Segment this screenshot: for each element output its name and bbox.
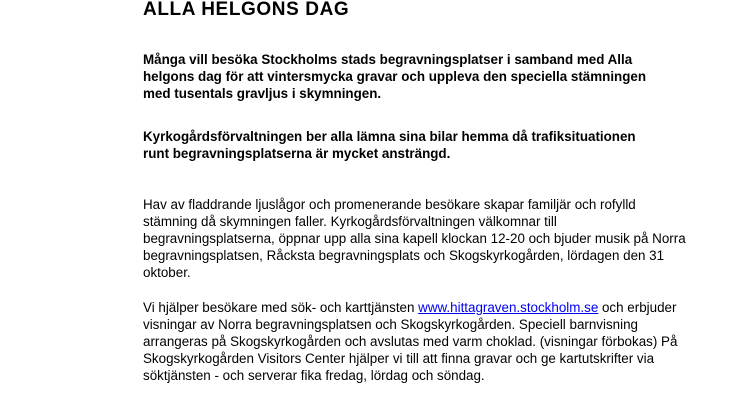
page-title: ALLA HELGONS DAG — [143, 0, 350, 20]
paragraph-2-text-start: Vi hjälper besökare med sök- och karttjänsten — [143, 300, 419, 315]
lead-paragraph-1: Många vill besöka Stockholms stads begravningsplatser i samband med Alla helgons dag för att vintersmycka gravar och uppleva den speciella stämningen med tusentals gravljus i skymningen. — [143, 52, 647, 101]
body-paragraph-1: Hav av fladdrande ljuslågor och promenerande besökare skapar familjär och rofylld stämning då skymningen faller. Kyrkogårdsförvaltningen välkomnar till begravningsplatserna, öppnar upp alla sina kapell klockan 12-20 och bjuder musik på Norra begravningsplatsen, Råcksta begravningsplats och Skogskyrkogården, lördagen den 31 oktober. — [143, 197, 686, 280]
lead-paragraph-2: Kyrkogårdsförvaltningen ber alla lämna sina bilar hemma då trafiksituationen runt begravningsplatserna är mycket ansträngd. — [143, 129, 636, 161]
paragraph-2-text-end: och erbjuder visningar av Norra begravningsplatsen och Skogskyrkogården. Speciell barnvisning arrangeras på Skogskyrkogården och avslutas med varm choklad. (visningar förbokas) På Skogskyrkogården Visitors Center hjälper vi till att finna gravar och ge kartutskrifter via söktjänsten - och serverar fika fredag, lördag och söndag. — [143, 300, 678, 383]
body-paragraph-2 — [143, 299, 688, 384]
hittagraven-link[interactable]: www.hittagraven.stockholm.se — [418, 300, 599, 315]
